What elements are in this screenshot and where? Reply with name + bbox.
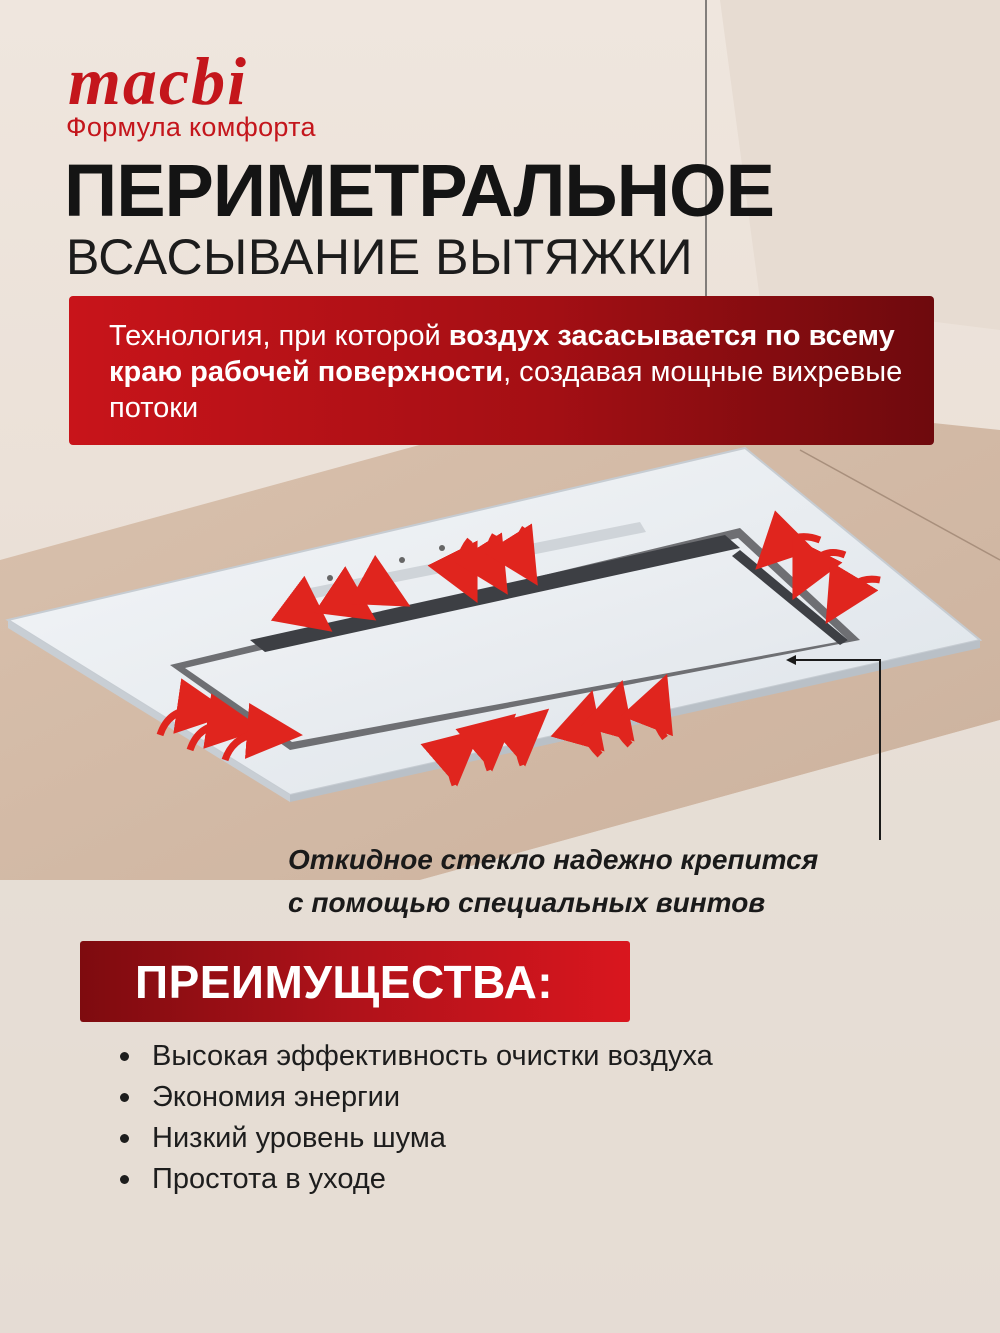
bullet-icon [120, 1093, 129, 1102]
callout-line: с помощью специальных винтов [288, 887, 766, 918]
banner-text-part: , создавая мощные вихревые потоки [109, 356, 903, 424]
advantages-title: ПРЕИМУЩЕСТВА: [135, 956, 554, 1008]
list-item [118, 1118, 713, 1159]
advantages-header [80, 941, 630, 1022]
list-item [118, 1077, 713, 1118]
bullet-icon [120, 1052, 129, 1061]
glass-callout [288, 838, 818, 924]
technology-banner [69, 296, 934, 445]
page-subtitle: ВСАСЫВАНИЕ ВЫТЯЖКИ [66, 229, 694, 285]
page-title: ПЕРИМЕТРАЛЬНОЕ [64, 149, 774, 232]
callout-line: Откидное стекло надежно крепится [288, 844, 819, 875]
list-item-text: Высокая эффективность очистки воздуха [152, 1040, 713, 1072]
banner-text-bold: воздух засасывается по всему краю рабочей поверхности [109, 320, 895, 388]
list-item-text: Низкий уровень шума [152, 1122, 446, 1154]
list-item-text: Экономия энергии [152, 1081, 401, 1113]
list-item [118, 1036, 713, 1077]
brand-logo [64, 46, 384, 116]
ceiling-hood-image [0, 440, 1000, 860]
banner-text-part: Технология, при которой [109, 320, 449, 352]
bullet-icon [120, 1134, 129, 1143]
list-item-text: Простота в уходе [152, 1163, 386, 1195]
svg-text:macbi: macbi [68, 46, 248, 116]
brand-tagline: Формула комфорта [66, 112, 316, 142]
list-item [118, 1159, 713, 1200]
advantages-list [118, 1036, 713, 1200]
banner-text [109, 318, 919, 426]
bullet-icon [120, 1175, 129, 1184]
